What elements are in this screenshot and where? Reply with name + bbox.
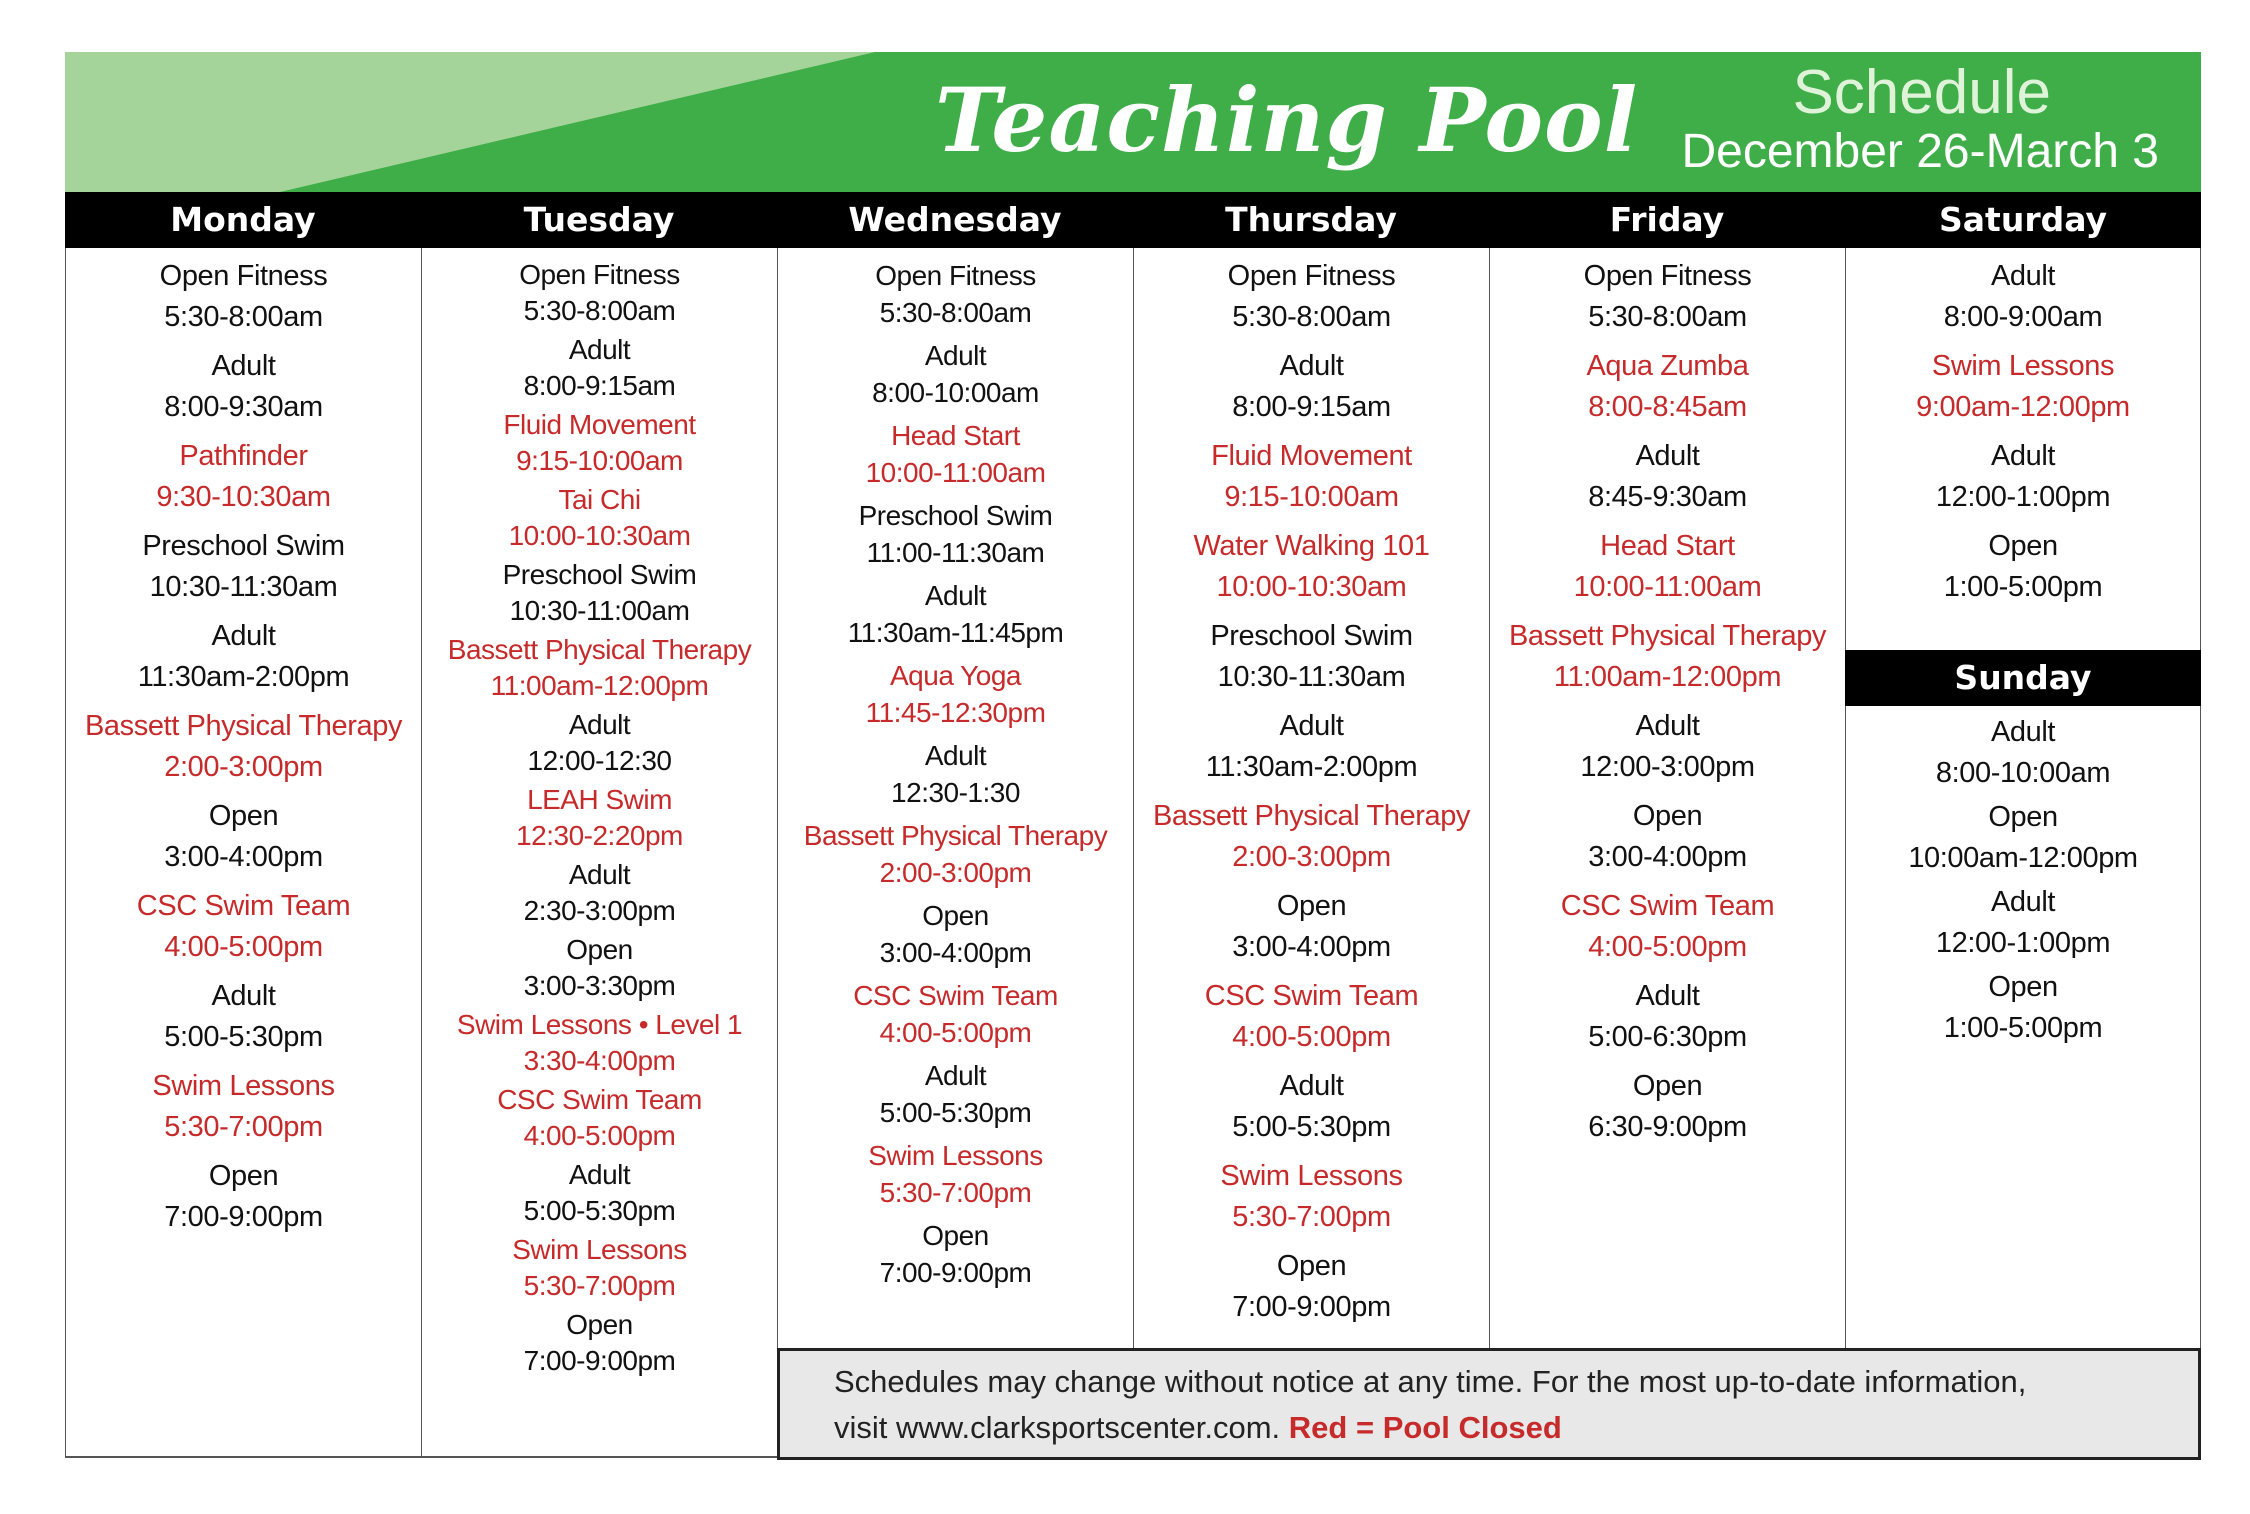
entry-time: 8:00-10:00am — [1935, 757, 2111, 789]
entry-time: 5:30-8:00am — [1588, 301, 1747, 333]
entry-activity: Open — [208, 1160, 279, 1192]
entry-activity: Fluid Movement — [503, 409, 696, 440]
entry-time: 8:45-9:30am — [1588, 481, 1747, 513]
entry-time: 9:30-10:30am — [156, 481, 331, 513]
schedule-entry — [1134, 616, 1489, 698]
schedule-entry — [1490, 616, 1845, 698]
schedule-entry — [778, 977, 1133, 1051]
entry-activity: Adult — [1990, 886, 2056, 918]
entry-activity: Preschool Swim — [1210, 620, 1413, 652]
schedule-page — [65, 52, 2201, 1457]
entry-activity: Adult — [1635, 980, 1700, 1012]
entry-activity: Bassett Physical Therapy — [803, 820, 1108, 851]
entry-activity: Open — [1276, 1250, 1347, 1282]
day-header-bar — [65, 192, 2201, 248]
entry-activity: Head Start — [891, 420, 1020, 451]
entry-time: 5:30-8:00am — [523, 295, 676, 326]
entry-activity: Open Fitness — [1227, 260, 1396, 292]
entry-activity: Bassett Physical Therapy — [1152, 800, 1471, 832]
entry-time: 5:00-5:30pm — [879, 1097, 1032, 1128]
entry-activity: Open — [1988, 971, 2058, 1003]
entry-time: 3:30-4:00pm — [523, 1045, 676, 1076]
schedule-label: Schedule — [1792, 58, 2051, 127]
schedule-entry — [66, 256, 421, 338]
schedule-entry — [1134, 886, 1489, 968]
schedule-entry — [66, 976, 421, 1058]
entry-activity: Bassett Physical Therapy — [84, 710, 403, 742]
entry-activity: Adult — [924, 1060, 987, 1091]
column-wednesday — [777, 248, 1133, 1348]
entry-activity: Preschool Swim — [858, 500, 1053, 531]
entry-activity: Swim Lessons — [152, 1070, 335, 1102]
schedule-entry — [1134, 1156, 1489, 1238]
entry-time: 4:00-5:00pm — [1232, 1021, 1391, 1053]
entry-time: 10:00-11:00am — [1573, 571, 1762, 603]
schedule-entry — [422, 1307, 777, 1379]
entry-time: 6:30-9:00pm — [1588, 1111, 1747, 1143]
schedule-entry — [422, 1232, 777, 1304]
entry-activity: Adult — [211, 350, 276, 382]
entry-time: 3:00-3:30pm — [523, 970, 676, 1001]
entry-activity: Open Fitness — [875, 260, 1036, 291]
schedule-entry — [1845, 882, 2201, 964]
column-thursday — [1133, 248, 1489, 1348]
entry-time: 10:00-10:30am — [508, 520, 691, 551]
entry-time: 4:00-5:00pm — [164, 931, 323, 963]
entry-time: 10:00-11:00am — [865, 457, 1046, 488]
entry-time: 4:00-5:00pm — [879, 1017, 1032, 1048]
entry-time: 11:30am-11:45pm — [847, 617, 1064, 648]
column-friday — [1489, 248, 1845, 1348]
day-header-tuesday: Tuesday — [523, 200, 675, 239]
entry-time: 12:00-1:00pm — [1935, 481, 2111, 513]
entry-time: 3:00-4:00pm — [879, 937, 1032, 968]
entry-time: 5:30-7:00pm — [1232, 1201, 1391, 1233]
entry-activity: Adult — [568, 709, 631, 740]
entry-time: 5:00-5:30pm — [523, 1195, 676, 1226]
schedule-entry — [422, 632, 777, 704]
entry-time: 5:30-7:00pm — [164, 1111, 323, 1143]
entry-activity: Adult — [924, 340, 987, 371]
entry-activity: Open Fitness — [519, 259, 680, 290]
entry-time: 12:00-3:00pm — [1580, 751, 1755, 783]
entry-time: 12:00-1:00pm — [1935, 927, 2111, 959]
entry-activity: Swim Lessons — [1220, 1160, 1403, 1192]
entry-time: 9:00am-12:00pm — [1916, 391, 2130, 423]
entry-activity: CSC Swim Team — [497, 1084, 702, 1115]
entry-time: 10:30-11:30am — [1217, 661, 1406, 693]
entry-activity: Adult — [568, 1159, 631, 1190]
entry-time: 9:15-10:00am — [1224, 481, 1399, 513]
schedule-entry — [1845, 967, 2201, 1049]
entry-time: 1:00-5:00pm — [1943, 571, 2103, 603]
schedule-entry — [778, 1057, 1133, 1131]
schedule-entry — [778, 897, 1133, 971]
entry-time: 4:00-5:00pm — [523, 1120, 676, 1151]
schedule-entry — [1846, 346, 2200, 428]
entry-time: 5:30-8:00am — [1232, 301, 1391, 333]
schedule-entry — [66, 526, 421, 608]
schedule-entry — [778, 737, 1133, 811]
schedule-entry — [422, 707, 777, 779]
entry-activity: CSC Swim Team — [853, 980, 1058, 1011]
schedule-entry — [422, 782, 777, 854]
schedule-entry — [422, 482, 777, 554]
schedule-entry — [1845, 797, 2201, 879]
entry-activity: Bassett Physical Therapy — [1508, 620, 1827, 652]
schedule-entry — [1134, 526, 1489, 608]
notice-legend: Red = Pool Closed — [1288, 1410, 1562, 1445]
entry-time: 12:30-2:20pm — [516, 820, 683, 851]
entry-time: 5:00-5:30pm — [164, 1021, 323, 1053]
entry-activity: Swim Lessons — [1931, 350, 2115, 382]
entry-activity: Open — [1988, 530, 2058, 562]
date-range: December 26-March 3 — [1681, 125, 2159, 178]
column-monday — [65, 248, 421, 1457]
schedule-entry — [66, 436, 421, 518]
entry-activity: Open — [1632, 800, 1703, 832]
schedule-entry — [1490, 436, 1845, 518]
schedule-entry — [66, 616, 421, 698]
entry-activity: Adult — [1990, 716, 2056, 748]
column-tuesday — [421, 248, 777, 1457]
entry-activity: Adult — [211, 620, 276, 652]
day-header-sunday: Sunday — [1845, 650, 2201, 706]
entry-activity: Swim Lessons — [868, 1140, 1043, 1171]
schedule-entry — [1134, 346, 1489, 428]
entry-activity: Fluid Movement — [1211, 440, 1412, 472]
entry-time: 5:30-8:00am — [164, 301, 323, 333]
entry-time: 5:30-7:00pm — [523, 1270, 676, 1301]
schedule-entry — [1134, 256, 1489, 338]
schedule-entry — [66, 706, 421, 788]
schedule-entry — [422, 1157, 777, 1229]
entry-time: 8:00-9:30am — [164, 391, 323, 423]
entry-time: 2:00-3:00pm — [164, 751, 323, 783]
entry-activity: Adult — [1990, 440, 2056, 472]
schedule-notice — [777, 1348, 2201, 1460]
entry-activity: Adult — [568, 334, 631, 365]
schedule-entry — [1846, 436, 2200, 518]
page-title: Teaching Pool — [935, 68, 1639, 172]
day-header-thursday: Thursday — [1225, 200, 1397, 239]
entry-time: 7:00-9:00pm — [523, 1345, 676, 1376]
entry-activity: LEAH Swim — [527, 784, 672, 815]
entry-activity: Adult — [1635, 440, 1700, 472]
entry-activity: Adult — [1279, 710, 1344, 742]
schedule-entry — [778, 657, 1133, 731]
entry-activity: Aqua Yoga — [890, 660, 1021, 691]
entry-activity: Adult — [924, 580, 987, 611]
entry-activity: Adult — [1279, 1070, 1344, 1102]
entry-activity: Swim Lessons • Level 1 — [456, 1009, 743, 1040]
entry-time: 8:00-10:00am — [872, 377, 1039, 408]
entry-time: 8:00-9:15am — [523, 370, 676, 401]
schedule-entry — [778, 257, 1133, 331]
schedule-entry — [778, 337, 1133, 411]
schedule-entry — [66, 1066, 421, 1148]
schedule-entry — [1490, 256, 1845, 338]
schedule-entry — [1490, 706, 1845, 788]
entry-activity: Adult — [211, 980, 276, 1012]
entry-activity: Bassett Physical Therapy — [447, 634, 752, 665]
schedule-entry — [1490, 526, 1845, 608]
entry-time: 8:00-9:00am — [1943, 301, 2103, 333]
entry-time: 5:30-8:00am — [879, 297, 1032, 328]
entry-activity: Swim Lessons — [512, 1234, 687, 1265]
schedule-entry — [778, 817, 1133, 891]
schedule-entry — [1490, 346, 1845, 428]
entry-time: 2:00-3:00pm — [1232, 841, 1391, 873]
entry-activity: Adult — [1279, 350, 1344, 382]
schedule-entry — [1490, 976, 1845, 1058]
entry-activity: Pathfinder — [179, 440, 308, 472]
day-header-saturday: Saturday — [1939, 200, 2107, 239]
entry-time: 7:00-9:00pm — [164, 1201, 323, 1233]
schedule-entry — [1134, 796, 1489, 878]
entry-activity: Open — [1988, 801, 2058, 833]
schedule-entry — [1134, 1246, 1489, 1328]
entry-time: 5:00-5:30pm — [1232, 1111, 1391, 1143]
entry-time: 12:00-12:30 — [527, 745, 672, 776]
schedule-entry — [422, 932, 777, 1004]
entry-time: 10:30-11:30am — [149, 571, 338, 603]
notice-website: visit www.clarksportscenter.com. — [834, 1410, 1281, 1445]
entry-time: 8:00-8:45am — [1588, 391, 1747, 423]
schedule-entry — [1134, 1066, 1489, 1148]
schedule-entry — [422, 257, 777, 329]
entry-time: 11:00am-12:00pm — [1553, 661, 1782, 693]
entry-time: 1:00-5:00pm — [1943, 1012, 2103, 1044]
schedule-entry — [1134, 706, 1489, 788]
schedule-entry — [1134, 976, 1489, 1058]
schedule-entry — [1846, 256, 2200, 338]
entry-activity: Adult — [1635, 710, 1700, 742]
entry-activity: Head Start — [1600, 530, 1735, 562]
entry-time: 10:00am-12:00pm — [1908, 842, 2138, 874]
entry-time: 5:00-6:30pm — [1588, 1021, 1747, 1053]
entry-activity: Open — [922, 900, 989, 931]
schedule-entry — [1845, 712, 2201, 794]
schedule-entry — [422, 1007, 777, 1079]
entry-time: 4:00-5:00pm — [1588, 931, 1747, 963]
entry-activity: Preschool Swim — [502, 559, 697, 590]
entry-activity: Open — [1276, 890, 1347, 922]
header-banner — [65, 52, 2201, 192]
column-sunday — [1845, 706, 2201, 1052]
entry-activity: Aqua Zumba — [1586, 350, 1749, 382]
entry-activity: Water Walking 101 — [1193, 530, 1430, 562]
entry-time: 3:00-4:00pm — [164, 841, 323, 873]
entry-activity: Open — [566, 934, 633, 965]
schedule-entry — [66, 1156, 421, 1238]
schedule-entry — [1134, 436, 1489, 518]
entry-time: 5:30-7:00pm — [879, 1177, 1032, 1208]
day-header-friday: Friday — [1609, 200, 1725, 239]
entry-activity: Tai Chi — [558, 484, 641, 515]
entry-activity: Adult — [924, 740, 987, 771]
entry-time: 10:00-10:30am — [1216, 571, 1407, 603]
entry-time: 2:30-3:00pm — [523, 895, 676, 926]
schedule-entry — [422, 407, 777, 479]
schedule-entry — [1490, 796, 1845, 878]
entry-activity: Open — [566, 1309, 633, 1340]
entry-activity: CSC Swim Team — [136, 890, 351, 922]
entry-time: 10:30-11:00am — [509, 595, 690, 626]
schedule-entry — [66, 796, 421, 878]
entry-activity: CSC Swim Team — [1560, 890, 1775, 922]
entry-time: 8:00-9:15am — [1232, 391, 1391, 423]
entry-time: 11:30am-2:00pm — [1205, 751, 1418, 783]
entry-activity: Open Fitness — [1583, 260, 1752, 292]
notice-line-1: Schedules may change without notice at any time. For the most up-to-date information, — [834, 1364, 2027, 1399]
entry-time: 7:00-9:00pm — [879, 1257, 1032, 1288]
schedule-entry — [66, 886, 421, 968]
entry-time: 11:30am-2:00pm — [137, 661, 350, 693]
schedule-entry — [422, 557, 777, 629]
entry-time: 7:00-9:00pm — [1232, 1291, 1391, 1323]
grid-bottom-border — [65, 1456, 777, 1458]
day-header-wednesday: Wednesday — [848, 200, 1062, 239]
entry-activity: Open Fitness — [159, 260, 328, 292]
entry-activity: Adult — [1990, 260, 2056, 292]
schedule-entry — [778, 417, 1133, 491]
entry-time: 11:00-11:30am — [866, 537, 1045, 568]
entry-activity: Adult — [568, 859, 631, 890]
schedule-entry — [422, 1082, 777, 1154]
entry-time: 11:45-12:30pm — [865, 697, 1046, 728]
schedule-entry — [778, 1217, 1133, 1291]
schedule-entry — [1846, 526, 2200, 608]
entry-time: 11:00am-12:00pm — [490, 670, 709, 701]
schedule-entry — [1490, 886, 1845, 968]
schedule-entry — [778, 577, 1133, 651]
schedule-entry — [422, 332, 777, 404]
entry-time: 2:00-3:00pm — [879, 857, 1032, 888]
schedule-entry — [778, 1137, 1133, 1211]
schedule-entry — [1490, 1066, 1845, 1148]
schedule-entry — [422, 857, 777, 929]
entry-activity: Open — [1632, 1070, 1703, 1102]
entry-time: 12:30-1:30 — [891, 777, 1020, 808]
notice-line-2 — [834, 1405, 2198, 1451]
entry-time: 3:00-4:00pm — [1588, 841, 1747, 873]
entry-time: 3:00-4:00pm — [1232, 931, 1391, 963]
entry-activity: CSC Swim Team — [1204, 980, 1419, 1012]
schedule-entry — [66, 346, 421, 428]
entry-activity: Preschool Swim — [142, 530, 345, 562]
schedule-entry — [778, 497, 1133, 571]
entry-time: 9:15-10:00am — [516, 445, 683, 476]
day-header-monday: Monday — [170, 200, 316, 239]
entry-activity: Open — [922, 1220, 989, 1251]
entry-activity: Open — [208, 800, 279, 832]
